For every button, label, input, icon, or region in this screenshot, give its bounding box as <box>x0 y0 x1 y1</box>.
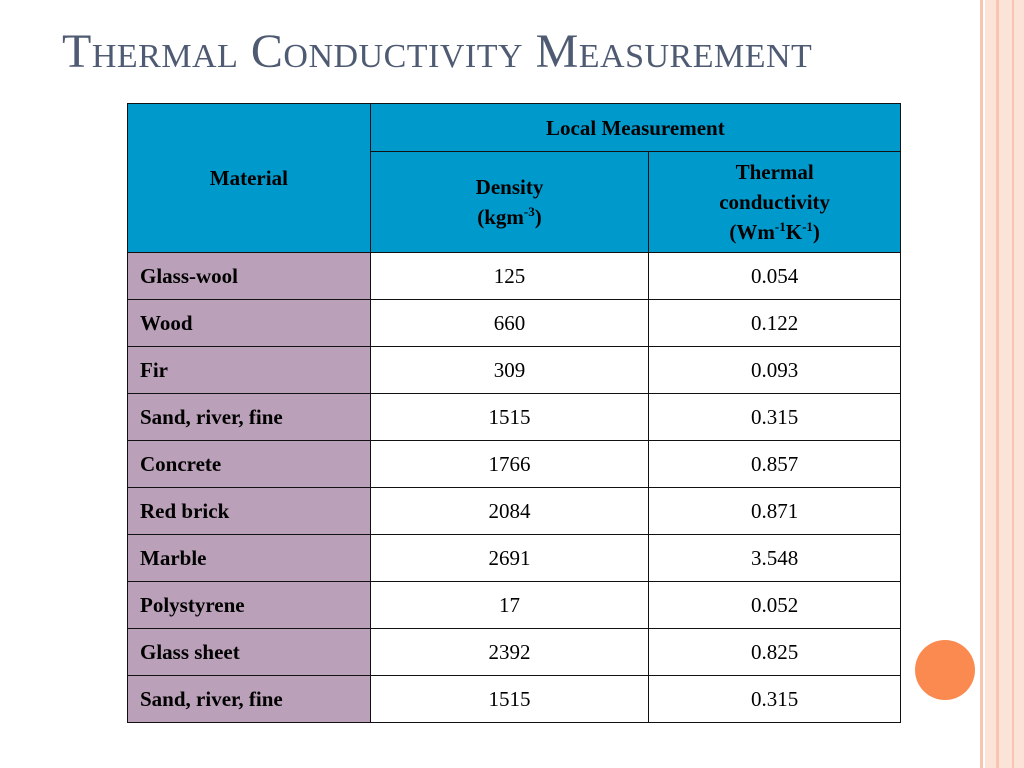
density-unit <box>477 205 542 229</box>
table-row <box>128 394 901 441</box>
conductivity-cell: 0.871 <box>649 488 901 535</box>
decorative-circle <box>915 640 975 700</box>
material-cell: Glass-wool <box>128 253 371 300</box>
material-cell: Wood <box>128 300 371 347</box>
conductivity-unit-b: K <box>785 220 803 244</box>
conductivity-cell: 0.857 <box>649 441 901 488</box>
slide-title: Thermal Conductivity Measurement <box>62 25 813 78</box>
conductivity-cell: 0.825 <box>649 629 901 676</box>
density-header <box>370 152 649 253</box>
density-cell: 2084 <box>370 488 649 535</box>
conductivity-unit-a: (Wm <box>729 220 775 244</box>
material-cell: Fir <box>128 347 371 394</box>
density-cell: 17 <box>370 582 649 629</box>
density-header-label: Density <box>475 175 544 199</box>
border-stripe <box>980 0 983 768</box>
conductivity-unit-b-exponent: -1 <box>802 219 813 234</box>
table-row <box>128 300 901 347</box>
density-cell: 125 <box>370 253 649 300</box>
material-cell: Red brick <box>128 488 371 535</box>
density-cell: 1515 <box>370 676 649 723</box>
conductivity-unit <box>729 220 820 244</box>
density-cell: 660 <box>370 300 649 347</box>
density-cell: 1515 <box>370 394 649 441</box>
conductivity-cell: 0.315 <box>649 394 901 441</box>
conductivity-unit-close: ) <box>812 220 820 244</box>
density-unit-exponent: -3 <box>523 204 535 219</box>
conductivity-header-line2: conductivity <box>719 190 831 214</box>
material-cell: Marble <box>128 535 371 582</box>
material-header: Material <box>128 104 371 253</box>
conductivity-cell: 0.093 <box>649 347 901 394</box>
conductivity-header-line1: Thermal <box>735 160 814 184</box>
border-stripe <box>999 0 1012 768</box>
density-cell: 309 <box>370 347 649 394</box>
density-unit-base: (kgm <box>477 205 524 229</box>
table-row <box>128 629 901 676</box>
conductivity-unit-a-exponent: -1 <box>774 219 786 234</box>
table-row <box>128 488 901 535</box>
table-row <box>128 535 901 582</box>
conductivity-cell: 0.315 <box>649 676 901 723</box>
density-cell: 2392 <box>370 629 649 676</box>
table-row <box>128 582 901 629</box>
conductivity-cell: 0.122 <box>649 300 901 347</box>
measurement-table <box>127 103 901 723</box>
conductivity-header <box>649 152 901 253</box>
table-row <box>128 676 901 723</box>
conductivity-cell: 0.052 <box>649 582 901 629</box>
density-cell: 1766 <box>370 441 649 488</box>
table-row <box>128 347 901 394</box>
border-stripe <box>1014 0 1024 768</box>
conductivity-cell: 3.548 <box>649 535 901 582</box>
table-row <box>128 441 901 488</box>
density-unit-close: ) <box>534 205 542 229</box>
material-cell: Concrete <box>128 441 371 488</box>
material-cell: Sand, river, fine <box>128 676 371 723</box>
table-row <box>128 253 901 300</box>
material-cell: Polystyrene <box>128 582 371 629</box>
border-stripe <box>985 0 996 768</box>
density-cell: 2691 <box>370 535 649 582</box>
material-cell: Glass sheet <box>128 629 371 676</box>
material-cell: Sand, river, fine <box>128 394 371 441</box>
local-measurement-header: Local Measurement <box>370 104 900 152</box>
conductivity-cell: 0.054 <box>649 253 901 300</box>
